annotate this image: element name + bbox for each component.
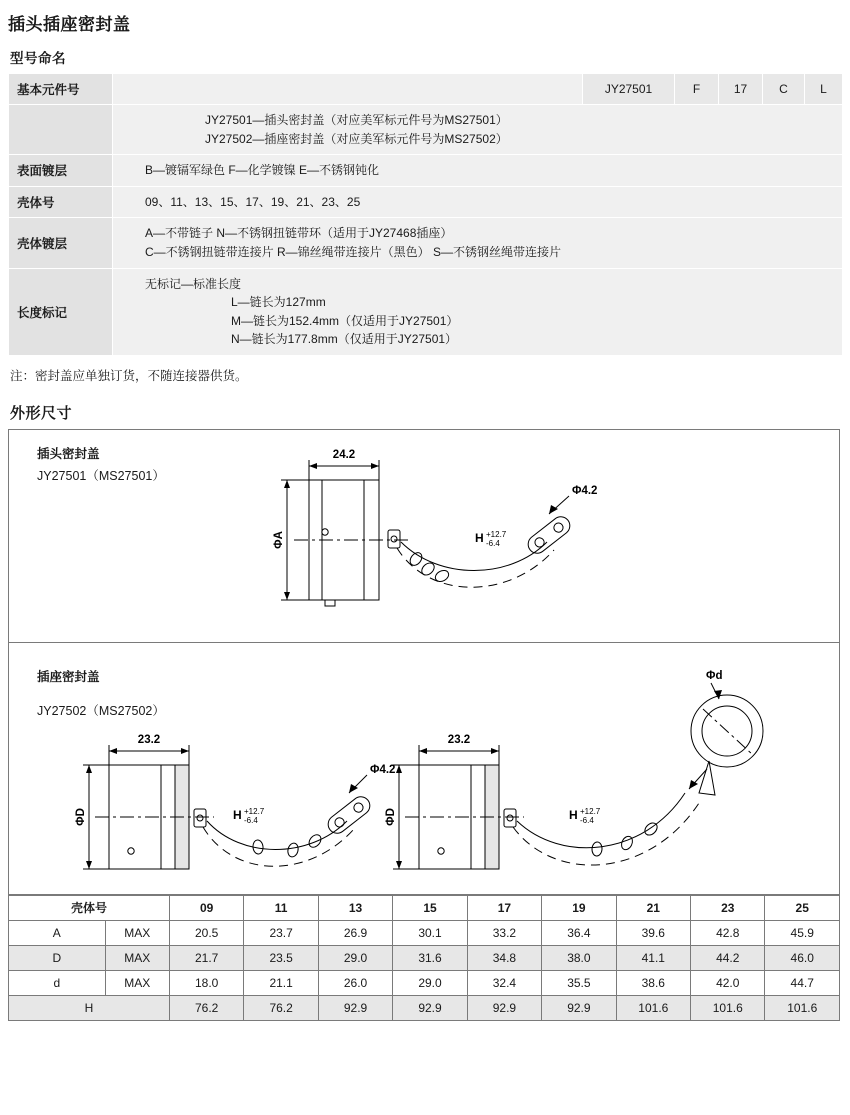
table-row: [9, 105, 843, 155]
cell-h-19: 92.9: [542, 995, 616, 1020]
dim-h-tol-up-left: +12.7: [244, 806, 265, 816]
desc-line: 无标记—标准长度: [145, 276, 242, 291]
order-note: 注：密封盖应单独订货，不随连接器供货。: [10, 368, 248, 383]
row-label-length-mark: 长度标记: [9, 268, 113, 355]
col-header-15: 15: [393, 895, 467, 920]
dim-h-tol-down-right: -6.4: [580, 815, 594, 825]
row-desc-surface-plating: [113, 155, 843, 187]
drawing1-title: 插头密封盖: [37, 446, 100, 461]
dim-phi-d-right: ΦD: [385, 808, 397, 826]
col-header-17: 17: [467, 895, 541, 920]
desc-line: A—不带链子 N—不锈钢扭链带环（适用于JY27468插座）: [145, 226, 453, 241]
dim-h-right: H: [569, 807, 578, 822]
table-header-row: [9, 895, 840, 920]
col-header-19: 19: [542, 895, 616, 920]
cell-a-19: 36.4: [542, 920, 616, 945]
cell-dl-17: 32.4: [467, 970, 541, 995]
dim-h-tol-down: -6.4: [486, 538, 500, 548]
desc-line: 09、11、13、15、17、19、21、23、25: [145, 194, 361, 209]
row-label-basic-code: 基本元件号: [9, 74, 113, 105]
col-header-25: 25: [765, 895, 840, 920]
dimension-table: [8, 895, 840, 1021]
desc-line: C—不锈钢扭链带连接片 R—锦丝绳带连接片（黑色） S—不锈钢丝绳带连接片: [145, 244, 562, 259]
cell-d-13: 29.0: [318, 945, 392, 970]
desc-line: M—链长为152.4mm（仅适用于JY27501）: [231, 313, 459, 328]
cell-d-19: 38.0: [542, 945, 616, 970]
row-qualifier-d-upper: MAX: [105, 945, 169, 970]
drawing1-model: JY27501（MS27501）: [37, 468, 165, 483]
dim-phi-4-2-2: Φ4.2: [370, 763, 396, 776]
col-header-09: 09: [169, 895, 243, 920]
drawing2-title: 插座密封盖: [37, 669, 100, 684]
dim-23-2-right: 23.2: [447, 733, 471, 746]
cell-a-21: 39.6: [616, 920, 690, 945]
row-desc-basic-code: [113, 105, 843, 155]
drawing-receptacle-cap: [9, 642, 839, 894]
cell-a-15: 30.1: [393, 920, 467, 945]
cell-h-23: 101.6: [691, 995, 765, 1020]
cell-a-17: 33.2: [467, 920, 541, 945]
drawing2-model: JY27502（MS27502）: [37, 703, 165, 718]
page-title: 插头插座密封盖: [8, 15, 131, 34]
col-header-21: 21: [616, 895, 690, 920]
desc-line: N—链长为177.8mm（仅适用于JY27501）: [231, 332, 458, 347]
cell-dl-23: 42.0: [691, 970, 765, 995]
table-row: [9, 186, 843, 218]
row-qualifier-d-lower: MAX: [105, 970, 169, 995]
drawings-container: [8, 429, 840, 895]
dim-h-tol-up: +12.7: [486, 529, 507, 539]
cell-h-13: 92.9: [318, 995, 392, 1020]
cell-dl-25: 44.7: [765, 970, 840, 995]
row-label-a: A: [9, 920, 106, 945]
table-row: [9, 218, 843, 268]
cell-dl-15: 29.0: [393, 970, 467, 995]
col-header-11: 11: [244, 895, 318, 920]
section-heading-model-code: 型号命名: [10, 51, 66, 66]
dim-h: H: [475, 530, 484, 545]
cell-d-09: 21.7: [169, 945, 243, 970]
cell-h-25: 101.6: [765, 995, 840, 1020]
row-label-shell-plating: 壳体镀层: [9, 218, 113, 268]
table-row: [9, 920, 840, 945]
table-row: [9, 970, 840, 995]
code-cell-shell-size: 17: [719, 74, 763, 105]
cell-dl-09: 18.0: [169, 970, 243, 995]
code-cell-plating: F: [675, 74, 719, 105]
cell-h-11: 76.2: [244, 995, 318, 1020]
dim-24-2: 24.2: [332, 448, 356, 461]
row-label-surface-plating: 表面镀层: [9, 155, 113, 187]
table-row: [9, 74, 843, 105]
table-row: [9, 268, 843, 355]
row-qualifier-a: MAX: [105, 920, 169, 945]
cell-a-25: 45.9: [765, 920, 840, 945]
drawing2-svg: [9, 643, 841, 895]
table-row: [9, 945, 840, 970]
cell-h-17: 92.9: [467, 995, 541, 1020]
cell-dl-21: 38.6: [616, 970, 690, 995]
cell-a-09: 20.5: [169, 920, 243, 945]
dim-23-2-left: 23.2: [137, 733, 161, 746]
dim-phi-d-left: ΦD: [75, 808, 87, 826]
dim-phi-a: ΦA: [273, 531, 285, 549]
cell-d-25: 46.0: [765, 945, 840, 970]
drawing1-svg: [9, 430, 841, 642]
row-desc-length-mark: [113, 268, 843, 355]
cell-d-11: 23.5: [244, 945, 318, 970]
desc-line: JY27502—插座密封盖（对应美军标元件号为MS27502）: [205, 131, 508, 146]
col-header-13: 13: [318, 895, 392, 920]
code-cell-base: JY27501: [583, 74, 675, 105]
row-desc-empty: [113, 74, 583, 105]
dim-h-tol-down-left: -6.4: [244, 815, 258, 825]
cell-a-13: 26.9: [318, 920, 392, 945]
document-page: [0, 10, 850, 1115]
row-label-blank: [9, 105, 113, 155]
desc-line: JY27501—插头密封盖（对应美军标元件号为MS27501）: [205, 113, 508, 127]
dim-phi-4-2: Φ4.2: [572, 484, 598, 497]
cell-a-11: 23.7: [244, 920, 318, 945]
cell-d-17: 34.8: [467, 945, 541, 970]
cell-d-23: 44.2: [691, 945, 765, 970]
cell-dl-13: 26.0: [318, 970, 392, 995]
col-header-shell-size: 壳体号: [9, 895, 170, 920]
section-heading-dimensions: 外形尺寸: [10, 404, 73, 422]
desc-line: B—镀镉军绿色 F—化学镀镍 E—不锈钢钝化: [145, 163, 380, 178]
cell-h-21: 101.6: [616, 995, 690, 1020]
cell-dl-19: 35.5: [542, 970, 616, 995]
row-desc-shell-size: [113, 186, 843, 218]
col-header-23: 23: [691, 895, 765, 920]
code-cell-shell-plating: C: [763, 74, 805, 105]
row-label-d-lower: d: [9, 970, 106, 995]
row-label-shell-size: 壳体号: [9, 186, 113, 218]
table-row: [9, 155, 843, 187]
cell-h-15: 92.9: [393, 995, 467, 1020]
dim-h-left: H: [233, 807, 242, 822]
row-label-h: H: [9, 995, 170, 1020]
table-row: [9, 995, 840, 1020]
model-code-table: [8, 73, 843, 356]
drawing-plug-cap: [9, 430, 839, 642]
desc-line: L—链长为127mm: [231, 295, 326, 310]
cell-d-21: 41.1: [616, 945, 690, 970]
row-desc-shell-plating: [113, 218, 843, 268]
code-cell-length: L: [805, 74, 843, 105]
cell-h-09: 76.2: [169, 995, 243, 1020]
dim-h-tol-up-right: +12.7: [580, 806, 601, 816]
cell-a-23: 42.8: [691, 920, 765, 945]
dim-phi-d-ring: Φd: [706, 669, 723, 682]
cell-d-15: 31.6: [393, 945, 467, 970]
cell-dl-11: 21.1: [244, 970, 318, 995]
row-label-d-upper: D: [9, 945, 106, 970]
